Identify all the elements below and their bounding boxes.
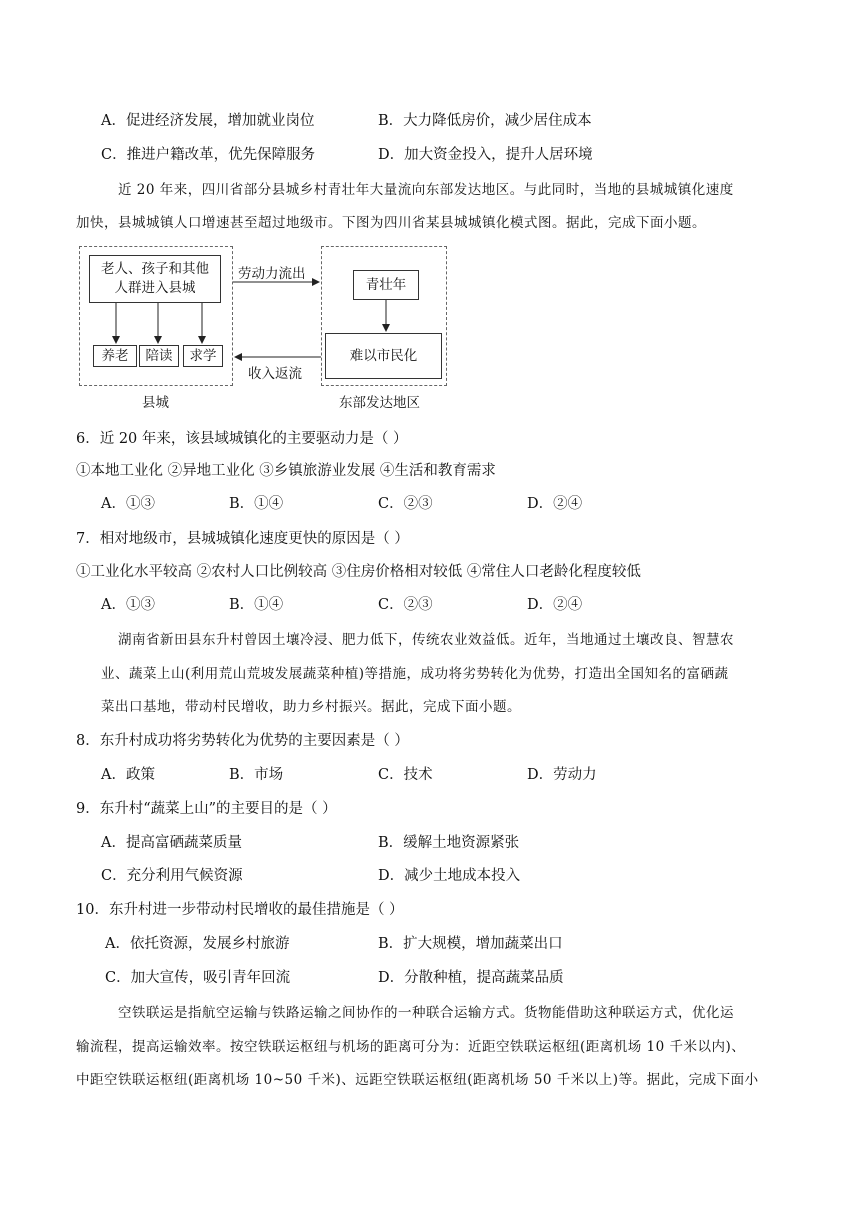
q9-option-d: D．减少土地成本投入	[378, 868, 521, 884]
income-backflow-label: 收入返流	[248, 366, 302, 382]
q6-option-c: C．②③	[378, 496, 433, 512]
elderly-care-box: 养老	[93, 345, 137, 367]
passage2-line1: 湖南省新田县东升村曾因土壤冷浸、肥力低下，传统农业效益低。近年，当地通过土壤改良、智慧农	[118, 632, 734, 648]
q9-option-b: B．缓解土地资源紧张	[378, 835, 520, 851]
q8-option-a: A．政策	[101, 767, 155, 783]
study-box: 求学	[183, 345, 223, 367]
q9-option-c: C．充分利用气候资源	[101, 868, 243, 884]
q5-option-a: A．促进经济发展，增加就业岗位	[101, 113, 315, 129]
county-label: 县城	[142, 395, 169, 411]
q10-option-d: D．分散种植，提高蔬菜品质	[378, 970, 564, 986]
passage3-line3: 中距空铁联运枢纽(距离机场 10~50 千米)、远距空铁联运枢纽(距离机场 50 千米以上)等。据此，完成下面小	[76, 1072, 759, 1088]
q10-stem: 10．东升村进一步带动村民增收的最佳措施是（ ）	[76, 902, 404, 918]
labor-outflow-label: 劳动力流出	[238, 266, 306, 282]
passage2-line3: 菜出口基地，带动村民增收，助力乡村振兴。据此，完成下面小题。	[101, 699, 521, 715]
east-region-label: 东部发达地区	[339, 395, 420, 411]
passage1-line1: 近 20 年来，四川省部分县城乡村青壮年大量流向东部发达地区。与此同时，当地的县城城镇化速度	[118, 182, 734, 198]
q5-option-b: B．大力降低房价，减少居住成本	[378, 113, 592, 129]
youth-box: 青壮年	[353, 270, 419, 300]
q8-option-d: D．劳动力	[527, 767, 597, 783]
q9-stem: 9．东升村“蔬菜上山”的主要目的是（ ）	[76, 801, 337, 817]
q10-option-c: C．加大宣传，吸引青年回流	[105, 970, 291, 986]
q6-option-b: B．①④	[229, 496, 284, 512]
q8-stem: 8．东升村成功将劣势转化为优势的主要因素是（ ）	[76, 733, 409, 749]
hard-citizen-box: 难以市民化	[325, 333, 442, 379]
q7-option-d: D．②④	[527, 597, 583, 613]
q6-option-a: A．①③	[101, 496, 155, 512]
q8-option-c: C．技术	[378, 767, 433, 783]
q7-option-c: C．②③	[378, 597, 433, 613]
county-entry-box: 老人、孩子和其他人群进入县城	[89, 255, 221, 303]
passage2-line2: 业、蔬菜上山(利用荒山荒坡发展蔬菜种植)等措施，成功将劣势转化为优势，打造出全国知名的富硒蔬	[101, 666, 729, 682]
q6-stem: 6．近 20 年来，该县域城镇化的主要驱动力是（ ）	[76, 431, 408, 447]
passage3-line1: 空铁联运是指航空运输与铁路运输之间协作的一种联合运输方式。货物能借助这种联运方式，优化运	[118, 1005, 734, 1021]
passage3-line2: 输流程，提高运输效率。按空铁联运枢纽与机场的距离可分为：近距空铁联运枢纽(距离机场 10 千米以内)、	[76, 1039, 746, 1055]
q5-option-d: D．加大资金投入，提升人居环境	[378, 147, 593, 163]
diagram-arrows	[0, 0, 860, 420]
q6-option-d: D．②④	[527, 496, 583, 512]
q6-items: ①本地工业化 ②异地工业化 ③乡镇旅游业发展 ④生活和教育需求	[76, 463, 496, 479]
q7-items: ①工业化水平较高 ②农村人口比例较高 ③住房价格相对较低 ④常住人口老龄化程度较低	[76, 564, 641, 580]
q7-option-a: A．①③	[101, 597, 155, 613]
q5-option-c: C．推进户籍改革，优先保障服务	[101, 147, 316, 163]
q7-option-b: B．①④	[229, 597, 284, 613]
accompany-study-box: 陪读	[139, 345, 179, 367]
q10-option-a: A．依托资源，发展乡村旅游	[105, 936, 290, 952]
passage1-line2: 加快，县城城镇人口增速甚至超过地级市。下图为四川省某县城城镇化模式图。据此，完成下面小题。	[76, 215, 706, 231]
q9-option-a: A．提高富硒蔬菜质量	[101, 835, 242, 851]
q7-stem: 7．相对地级市，县城城镇化速度更快的原因是（ ）	[76, 531, 409, 547]
q8-option-b: B．市场	[229, 767, 284, 783]
q10-option-b: B．扩大规模，增加蔬菜出口	[378, 936, 563, 952]
